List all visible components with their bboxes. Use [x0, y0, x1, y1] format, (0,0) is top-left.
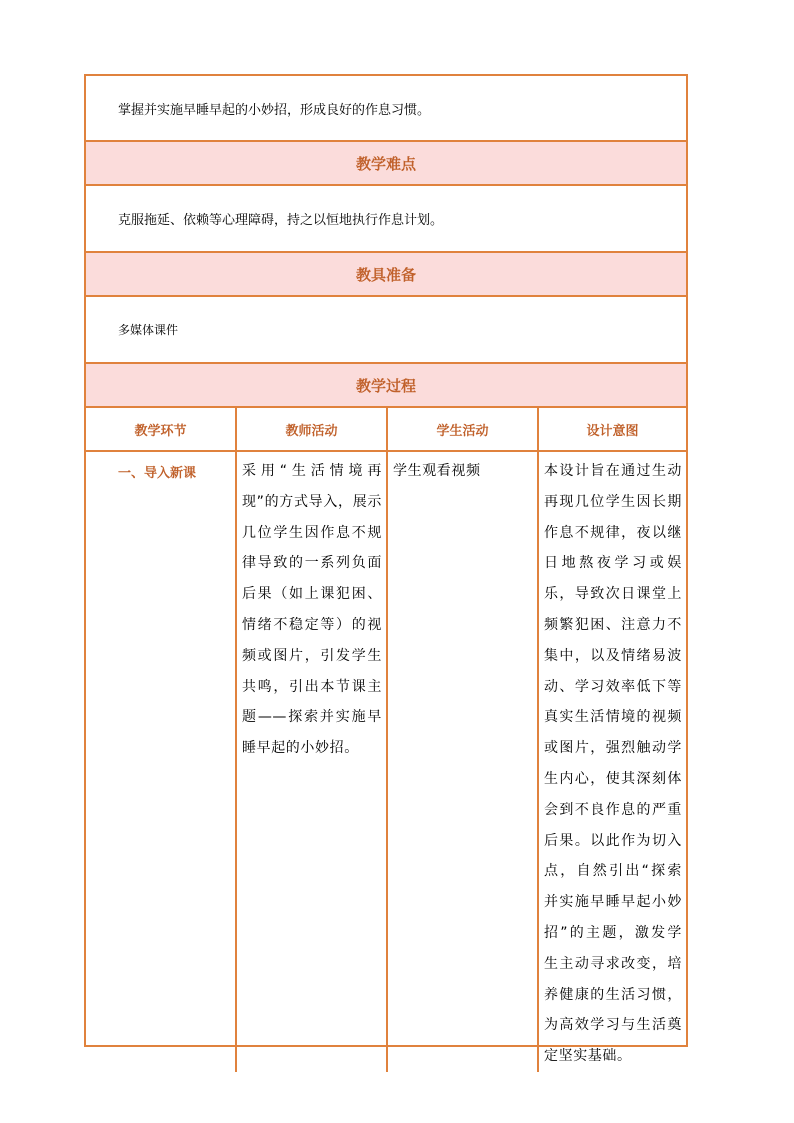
process-header-row [86, 364, 686, 408]
column-header-row [86, 408, 686, 452]
difficulty-row [86, 186, 686, 253]
column-header-intent: 设计意图 [586, 423, 639, 439]
materials-header: 教具准备 [355, 265, 416, 284]
stage-cell: 一、导入新课 [86, 452, 237, 1072]
lesson-plan-table [84, 74, 688, 1065]
materials-row [86, 297, 686, 364]
goal-row [86, 76, 686, 142]
column-header-student: 学生活动 [388, 408, 539, 450]
column-header-stage: 教学环节 [86, 408, 237, 450]
difficulty-header-row [86, 142, 686, 186]
materials-text: 多媒体课件 [118, 323, 179, 337]
student-activity-cell: 学生观看视频 [388, 452, 539, 1072]
materials-header-row [86, 253, 686, 297]
design-intent-cell: 本设计旨在通过生动再现几位学生因长期作息不规律，夜以继日地熬夜学习或娱乐，导致次日课堂上频繁犯困、注意力不集中，以及情绪易波动、学习效率低下等真实生活情境的视频或图片，强烈触动学生内心，使其深刻体会到不良作息的严重后果。以此作为切入点，自然引出“探索并实施早睡早起小妙招”的主题，激发学生主动寻求改变，培养健康的生活习惯，为高效学习与生活奠定坚实基础。 [544, 463, 682, 1065]
process-header: 教学过程 [355, 376, 416, 395]
column-header-teacher: 教师活动 [237, 408, 388, 450]
difficulty-header: 教学难点 [355, 154, 416, 173]
teacher-activity-cell: 采用“生活情境再现”的方式导入，展示几位学生因作息不规律导致的一系列负面后果（如上课犯困、情绪不稳定等）的视频或图片，引发学生共鸣，引出本节课主题——探索并实施早睡早起的小妙招。 [237, 452, 388, 1072]
difficulty-text: 克服拖延、依赖等心理障碍，持之以恒地执行作息计划。 [118, 213, 444, 228]
process-row [86, 452, 686, 1065]
goal-text: 掌握并实施早睡早起的小妙招，形成良好的作息习惯。 [118, 102, 431, 118]
